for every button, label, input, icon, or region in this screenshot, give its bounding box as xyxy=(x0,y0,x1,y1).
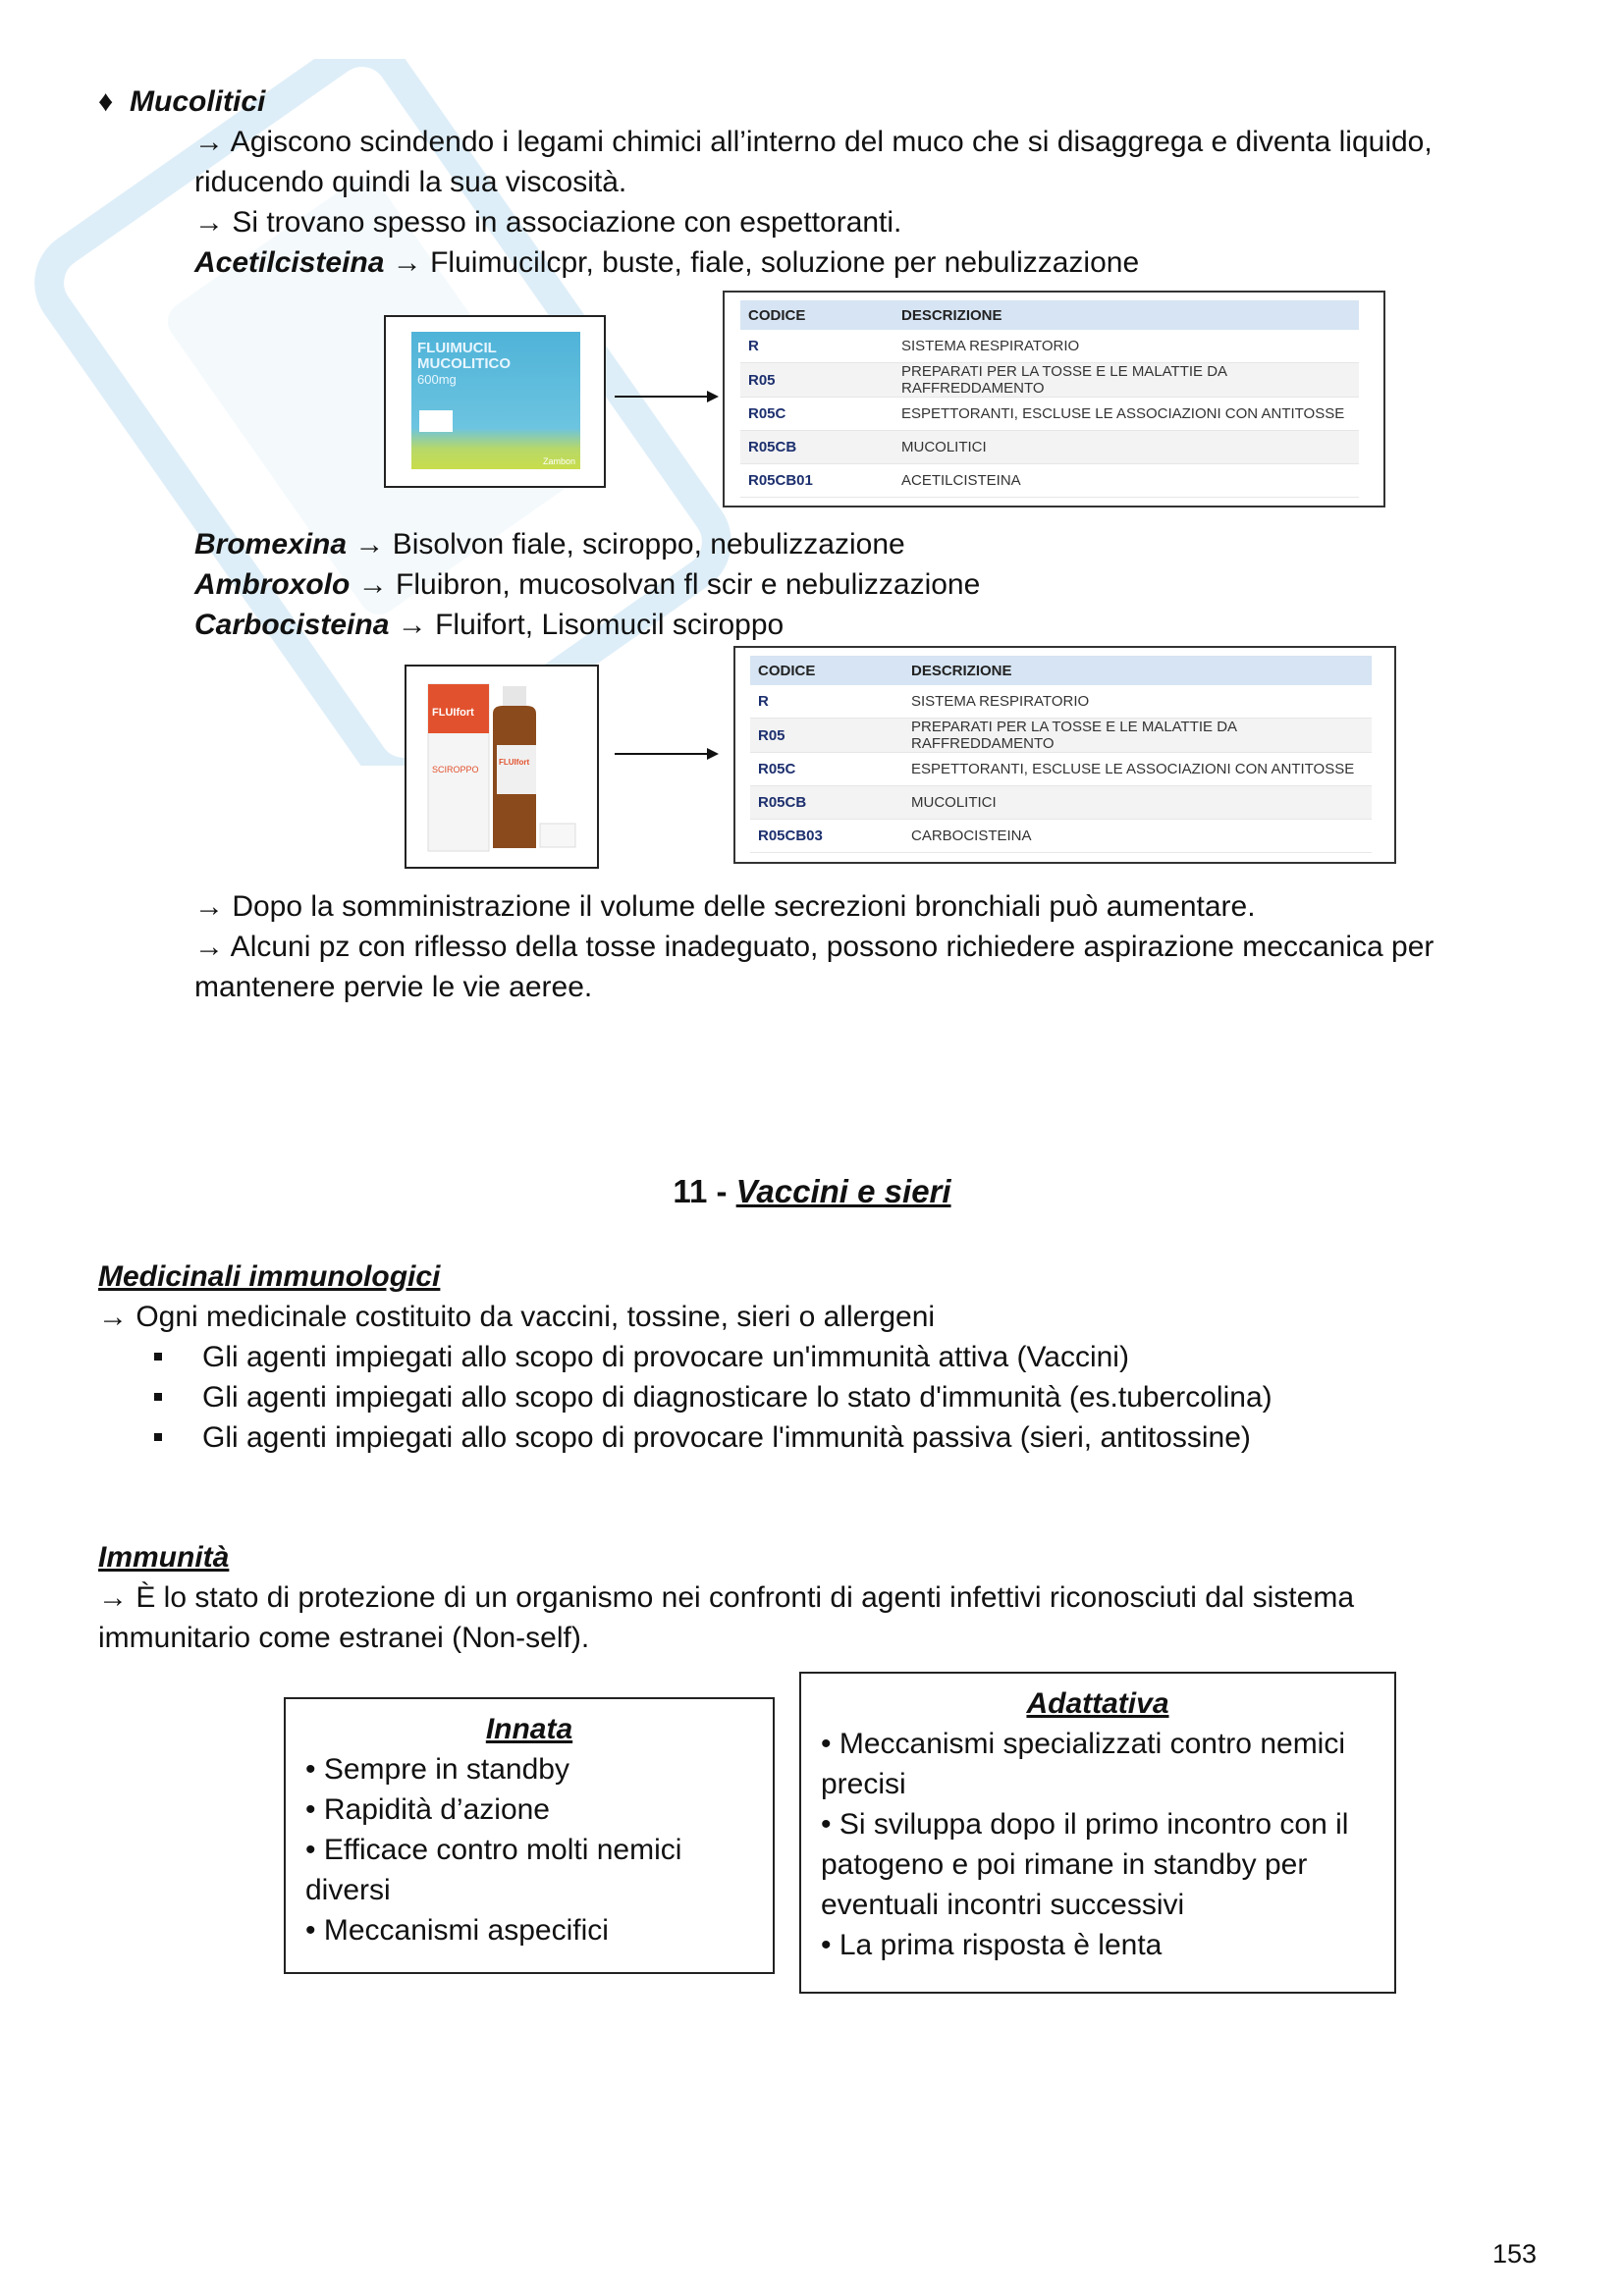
table-cell-description: ESPETTORANTI, ESCLUSE LE ASSOCIAZIONI CON ANTITOSSE xyxy=(893,398,1359,431)
adattativa-line: patogeno e poi rimane in standby per xyxy=(821,1848,1308,1881)
table-header-description: DESCRIZIONE xyxy=(893,300,1359,330)
immunologici-heading: Medicinali immunologici xyxy=(98,1260,441,1293)
adattativa-line: • La prima risposta è lenta xyxy=(821,1929,1163,1961)
atc-code-table-carbocisteina xyxy=(750,656,1372,853)
mucolitici-line: riducendo quindi la sua viscosità. xyxy=(194,166,627,198)
table-cell-description: PREPARATI PER LA TOSSE E LE MALATTIE DA RAFFREDDAMENTO xyxy=(893,363,1359,398)
square-bullet-icon xyxy=(154,1353,162,1361)
table-row xyxy=(750,753,1372,786)
innata-line: diversi xyxy=(305,1874,391,1906)
immunologici-intro: → Ogni medicinale costituito da vaccini, tossine, sieri o allergeni xyxy=(98,1301,936,1333)
table-row xyxy=(740,330,1359,363)
table-row xyxy=(750,719,1372,753)
drug-line-bromexina xyxy=(194,524,905,564)
drug-name: Bromexina xyxy=(194,528,348,561)
product2-box-sub: SCIROPPO xyxy=(432,765,479,774)
drug-name: Acetilcisteina xyxy=(194,246,385,279)
drug-desc: → Fluibron, mucosolvan fl scir e nebulizzazione xyxy=(357,568,981,601)
adattativa-line: • Meccanismi specializzati contro nemici xyxy=(821,1728,1346,1760)
fluimucil-box-graphic xyxy=(386,317,604,486)
immunita-heading: Immunità xyxy=(98,1541,230,1574)
fluimucil-product-image xyxy=(384,315,606,488)
table-cell-description: MUCOLITICI xyxy=(893,431,1359,464)
table-header-description: DESCRIZIONE xyxy=(903,656,1372,685)
section-name: Vaccini e sieri xyxy=(735,1173,951,1209)
arrow-right-icon xyxy=(613,387,721,406)
drug-name: Ambroxolo xyxy=(194,568,351,601)
adattativa-line: precisi xyxy=(821,1768,906,1800)
list-item: Gli agenti impiegati allo scopo di provocare l'immunità passiva (sieri, antitossine) xyxy=(202,1421,1251,1454)
table-cell-code: R05CB03 xyxy=(750,820,903,853)
table-cell-description: PREPARATI PER LA TOSSE E LE MALATTIE DA RAFFREDDAMENTO xyxy=(903,719,1372,753)
square-bullet-icon xyxy=(154,1433,162,1441)
immunita-line: → È lo stato di protezione di un organismo nei confronti di agenti infettivi riconosciuti dal sistema xyxy=(98,1581,1354,1614)
innata-line: • Sempre in standby xyxy=(305,1753,569,1786)
fluifort-product-image xyxy=(405,665,599,869)
drug-line-acetilcisteina xyxy=(194,242,1139,283)
arrow-right-icon xyxy=(613,744,721,764)
innata-line: • Meccanismi aspecifici xyxy=(305,1914,609,1947)
note-line: mantenere pervie le vie aeree. xyxy=(194,971,593,1003)
innata-title: Innata xyxy=(485,1713,573,1745)
table-header-code: CODICE xyxy=(740,300,893,330)
drug-line-ambroxolo xyxy=(194,564,980,605)
mucolitici-line: → Si trovano spesso in associazione con espettoranti. xyxy=(194,206,902,239)
table-cell-description: SISTEMA RESPIRATORIO xyxy=(903,685,1372,719)
immunita-line: immunitario come estranei (Non-self). xyxy=(98,1622,590,1654)
drug-line-carbocisteina xyxy=(194,605,784,645)
page-number: 153 xyxy=(1492,2239,1538,2269)
drug-desc: → Bisolvon fiale, sciroppo, nebulizzazione xyxy=(354,528,905,561)
table-row xyxy=(750,786,1372,820)
innata-line: • Efficace contro molti nemici xyxy=(305,1834,682,1866)
table-row xyxy=(750,685,1372,719)
innata-box xyxy=(284,1697,775,1974)
table-cell-code: R05C xyxy=(750,753,903,786)
diamond-bullet-icon: ♦ xyxy=(98,85,114,118)
table-row xyxy=(740,431,1359,464)
table-cell-code: R xyxy=(750,685,903,719)
section-title xyxy=(0,1171,1624,1211)
product1-line2: MUCOLITICO xyxy=(417,355,511,372)
product1-line1: FLUIMUCIL xyxy=(417,340,497,356)
table-cell-description: ACETILCISTEINA xyxy=(893,464,1359,498)
drug-name: Carbocisteina xyxy=(194,609,390,641)
product2-bottle-label: FLUIfort xyxy=(499,758,530,767)
table-row xyxy=(740,398,1359,431)
square-bullet-icon xyxy=(154,1393,162,1401)
table-cell-description: SISTEMA RESPIRATORIO xyxy=(893,330,1359,363)
product1-brand: Zambon xyxy=(543,456,576,466)
table-cell-code: R05CB01 xyxy=(740,464,893,498)
list-item: Gli agenti impiegati allo scopo di provocare un'immunità attiva (Vaccini) xyxy=(202,1341,1129,1373)
atc-code-table-acetilcisteina xyxy=(740,300,1359,498)
table-row xyxy=(740,464,1359,498)
adattativa-box xyxy=(799,1672,1396,1994)
table-cell-description: CARBOCISTEINA xyxy=(903,820,1372,853)
adattativa-line: • Si sviluppa dopo il primo incontro con il xyxy=(821,1808,1349,1841)
table-cell-description: ESPETTORANTI, ESCLUSE LE ASSOCIAZIONI CON ANTITOSSE xyxy=(903,753,1372,786)
table-cell-description: MUCOLITICI xyxy=(903,786,1372,820)
note-line: → Dopo la somministrazione il volume delle secrezioni bronchiali può aumentare. xyxy=(194,890,1256,923)
table-cell-code: R05C xyxy=(740,398,893,431)
product2-box-label: FLUIfort xyxy=(432,707,474,719)
note-line: → Alcuni pz con riflesso della tosse inadeguato, possono richiedere aspirazione meccanica per xyxy=(194,931,1435,963)
list-item: Gli agenti impiegati allo scopo di diagnosticare lo stato d'immunità (es.tubercolina) xyxy=(202,1381,1272,1414)
adattativa-title: Adattativa xyxy=(1026,1687,1169,1720)
innata-line: • Rapidità d’azione xyxy=(305,1793,550,1826)
product1-line3: 600mg xyxy=(417,372,457,387)
drug-desc: → Fluifort, Lisomucil sciroppo xyxy=(397,609,785,641)
table-cell-code: R05CB xyxy=(740,431,893,464)
mucolitici-heading: Mucolitici xyxy=(130,85,266,118)
table-row xyxy=(750,820,1372,853)
table-row xyxy=(740,363,1359,398)
table-cell-code: R05CB xyxy=(750,786,903,820)
table-cell-code: R05 xyxy=(750,719,903,753)
fluifort-graphic xyxy=(406,667,597,867)
table-cell-code: R05 xyxy=(740,363,893,398)
drug-desc: → Fluimucilcpr, buste, fiale, soluzione per nebulizzazione xyxy=(392,246,1140,279)
table-cell-code: R xyxy=(740,330,893,363)
mucolitici-line: → Agiscono scindendo i legami chimici all’interno del muco che si disaggrega e diventa liquido, xyxy=(194,126,1433,158)
table-header-code: CODICE xyxy=(750,656,903,685)
adattativa-line: eventuali incontri successivi xyxy=(821,1889,1185,1921)
section-number: 11 - xyxy=(673,1173,736,1209)
